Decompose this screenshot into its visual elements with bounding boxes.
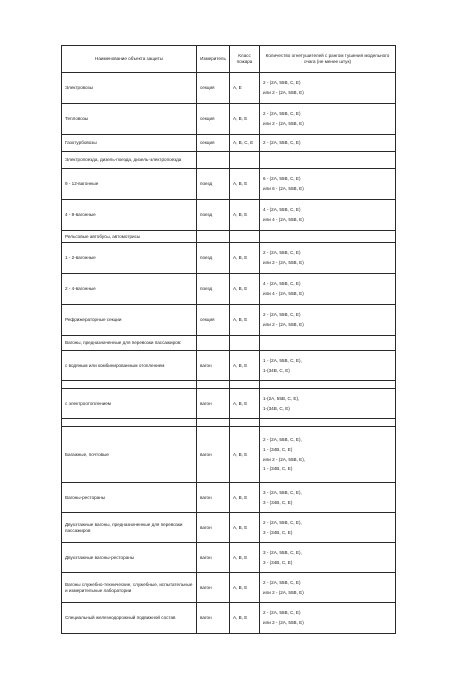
table-row (62, 573, 396, 603)
extinguisher-count-cell (260, 543, 396, 573)
extinguisher-line: или 2 - (2А, 55В, Е) (263, 90, 304, 95)
extinguisher-line: 4 - (2А, 55В, С, Е) (263, 207, 301, 213)
object-name-cell: Тепловозы (62, 104, 197, 135)
fire-class-cell: А, В, Е (230, 305, 260, 336)
extinguisher-line: 6 - (2А, 55В, С, Е) (263, 176, 301, 182)
unit-cell: секция (197, 305, 230, 336)
extinguisher-count-cell (260, 603, 396, 634)
fire-class-cell: А, В, Е (230, 483, 260, 513)
extinguisher-line: 3 - (34В, С, Е) (263, 559, 293, 565)
unit-cell: поезд (197, 274, 230, 305)
object-name-cell: Газотурбовозы (62, 135, 197, 152)
extinguisher-line: или 2 - (2А, 55В, Е) (263, 121, 304, 126)
unit-cell: вагон (197, 573, 230, 603)
unit-cell (197, 231, 230, 243)
unit-cell: вагон (197, 513, 230, 543)
spacer-cell (62, 419, 197, 427)
table-row (62, 483, 396, 513)
object-name-cell: Рефрижераторные секции (62, 305, 197, 336)
extinguisher-count-cell (260, 336, 396, 351)
table-row (62, 73, 396, 104)
table-body (62, 73, 396, 634)
table-row (62, 603, 396, 634)
spacer-cell (62, 381, 197, 389)
unit-cell: вагон (197, 543, 230, 573)
extinguisher-line: или 2 - (2А, 55В, Е) (263, 260, 304, 265)
fire-class-cell: А, В, Е (230, 104, 260, 135)
object-name-cell: Вагоны служебно-технические, служебные, испытательные и измерительные лаборатории (62, 573, 197, 603)
table-row (62, 274, 396, 305)
spacer-cell (260, 381, 396, 389)
object-name-cell: Рельсовые автобусы, автомотрисы (62, 231, 197, 243)
fire-class-cell: А, В, Е (230, 169, 260, 200)
unit-cell (197, 336, 230, 351)
fire-class-cell: А, В, Е (230, 573, 260, 603)
extinguisher-count-cell (260, 351, 396, 381)
object-name-cell: Двухэтажные вагоны, предназначенные для перевозки пассажиров (62, 513, 197, 543)
extinguisher-line: или 2 - (2А, 55В, Е) (263, 322, 304, 327)
fire-class-cell: А, В, Е (230, 351, 260, 381)
extinguisher-line: 3 - (2А, 55В, С, Е), (263, 549, 302, 555)
fire-class-cell: А, В, Е (230, 543, 260, 573)
unit-cell: вагон (197, 427, 230, 483)
unit-cell: секция (197, 73, 230, 104)
extinguisher-line: или 2 - (2А, 55В, Е) (263, 589, 304, 595)
table-row (62, 427, 396, 483)
header-unit: Измеритель (197, 46, 230, 73)
object-name-cell: Багажные, почтовые (62, 427, 197, 483)
fire-class-cell: А, В, Е (230, 274, 260, 305)
unit-cell: вагон (197, 603, 230, 634)
table-row (62, 152, 396, 169)
extinguisher-count-cell (260, 73, 396, 104)
extinguisher-count-cell (260, 231, 396, 243)
extinguisher-count-cell (260, 305, 396, 336)
fire-class-cell: А, В, Е (230, 243, 260, 274)
table-row (62, 389, 396, 419)
table-row (62, 305, 396, 336)
extinguisher-line: 2 - (2А, 55В, С, Е) (263, 610, 301, 616)
extinguisher-line: 2 - (2А, 55В, С, Е) (263, 250, 301, 256)
extinguisher-line: 2 - (2А, 55В, С, Е) (263, 579, 301, 585)
extinguisher-line: или 4 - (2А, 55В, Е) (263, 291, 304, 296)
table-row (62, 135, 396, 152)
extinguisher-count-cell (260, 427, 396, 483)
object-name-cell: Электровозы (62, 73, 197, 104)
extinguisher-count-cell (260, 243, 396, 274)
extinguisher-line: или 6 - (2А, 55В, Е) (263, 186, 304, 191)
object-name-cell: Вагоны-рестораны (62, 483, 197, 513)
unit-cell: вагон (197, 389, 230, 419)
extinguisher-count-cell (260, 200, 396, 231)
fire-extinguisher-table (61, 45, 396, 634)
unit-cell: поезд (197, 169, 230, 200)
unit-cell (197, 152, 230, 169)
extinguisher-count-cell (260, 135, 396, 152)
fire-class-cell: А, В, Е (230, 513, 260, 543)
spacer-cell (197, 419, 230, 427)
unit-cell: поезд (197, 200, 230, 231)
fire-class-cell (230, 152, 260, 169)
spacer-cell (230, 419, 260, 427)
extinguisher-line: 2 - (2А, 55В, С, Е) (263, 312, 301, 318)
extinguisher-line: или 2 - (2А, 55В, Е) (263, 620, 304, 625)
table-row (62, 336, 396, 351)
fire-class-cell: А, В, Е (230, 389, 260, 419)
fire-class-cell: А, В, Е (230, 200, 260, 231)
table-row (62, 243, 396, 274)
extinguisher-count-cell (260, 573, 396, 603)
header-fire-class: Класс пожара (230, 46, 260, 73)
table-row (62, 513, 396, 543)
spacer-cell (230, 381, 260, 389)
spacer-row (62, 419, 396, 427)
object-name-cell: Электропоезда, дизель-поезда, дизель-электропоезда (62, 152, 197, 169)
unit-cell: поезд (197, 243, 230, 274)
object-name-cell: с водяным или комбинированным отоплением (62, 351, 197, 381)
object-name-cell: 4 - 8-вагонные (62, 200, 197, 231)
fire-class-cell: А, Е (230, 73, 260, 104)
extinguisher-line: 1-(2А, 55В, С, Е), (263, 395, 300, 401)
extinguisher-count-cell (260, 152, 396, 169)
fire-class-cell: А, В, Е (230, 603, 260, 634)
spacer-row (62, 381, 396, 389)
fire-class-cell: А, В, С, Е (230, 135, 260, 152)
extinguisher-count-cell (260, 389, 396, 419)
object-name-cell: Вагоны, предназначенные для перевозки пассажиров: (62, 336, 197, 351)
table-row (62, 543, 396, 573)
fire-class-cell: А, В, Е (230, 427, 260, 483)
extinguisher-line: 2 - (2А, 55В, С, Е), (263, 519, 302, 525)
table-row (62, 231, 396, 243)
table-row (62, 169, 396, 200)
extinguisher-line: 1 - (2А, 55В, С, Е), (263, 357, 302, 363)
extinguisher-line: 2 - (2А, 55В, С, Е) (263, 80, 301, 86)
table-row (62, 351, 396, 381)
extinguisher-line: 2 - (2А, 55В, С, Е) (263, 111, 301, 117)
object-name-cell: с электроотоплением (62, 389, 197, 419)
extinguisher-line: 1 - (34В, С, Е) (263, 466, 293, 472)
fire-class-cell (230, 231, 260, 243)
object-name-cell: Двухэтажные вагоны-рестораны (62, 543, 197, 573)
extinguisher-line: 4 - (2А, 55В, С, Е) (263, 281, 301, 287)
extinguisher-line: 1-(34В, С, Е) (263, 367, 290, 373)
table-row (62, 104, 396, 135)
object-name-cell: 9 - 12-вагонные (62, 169, 197, 200)
extinguisher-count-cell (260, 513, 396, 543)
unit-cell: вагон (197, 351, 230, 381)
table-header-row (62, 46, 396, 73)
object-name-cell: 1 - 2-вагонные (62, 243, 197, 274)
spacer-cell (197, 381, 230, 389)
header-extinguisher-count: Количество огнетушителей с рангом тушения модельного очага (не менее штук) (260, 46, 396, 73)
header-object-name: Наименование объекта защиты (62, 46, 197, 73)
extinguisher-line: или 2 - (2А, 55В, Е), (263, 456, 306, 462)
table-row (62, 200, 396, 231)
extinguisher-line: или 4 - (2А, 55В, Е) (263, 217, 304, 222)
extinguisher-line: 1 - (34В, С, Е) (263, 446, 293, 452)
unit-cell: секция (197, 135, 230, 152)
extinguisher-count-cell (260, 483, 396, 513)
extinguisher-line: 2 - (2А, 55В, С, Е) (263, 140, 301, 146)
object-name-cell: Специальный железнодорожный подвижной состав (62, 603, 197, 634)
unit-cell: вагон (197, 483, 230, 513)
extinguisher-line: 3 - (2А, 55В, С, Е), (263, 489, 302, 495)
extinguisher-line: 3 - (34В, С, Е) (263, 499, 293, 505)
extinguisher-line: 1-(34В, С, Е) (263, 405, 290, 411)
extinguisher-count-cell (260, 104, 396, 135)
extinguisher-count-cell (260, 274, 396, 305)
spacer-cell (260, 419, 396, 427)
fire-class-cell (230, 336, 260, 351)
extinguisher-line: 3 - (34В, С, Е) (263, 529, 293, 535)
extinguisher-line: 2 - (2А, 55В, С, Е), (263, 437, 302, 443)
extinguisher-count-cell (260, 169, 396, 200)
object-name-cell: 2 - 4-вагонные (62, 274, 197, 305)
unit-cell: секция (197, 104, 230, 135)
